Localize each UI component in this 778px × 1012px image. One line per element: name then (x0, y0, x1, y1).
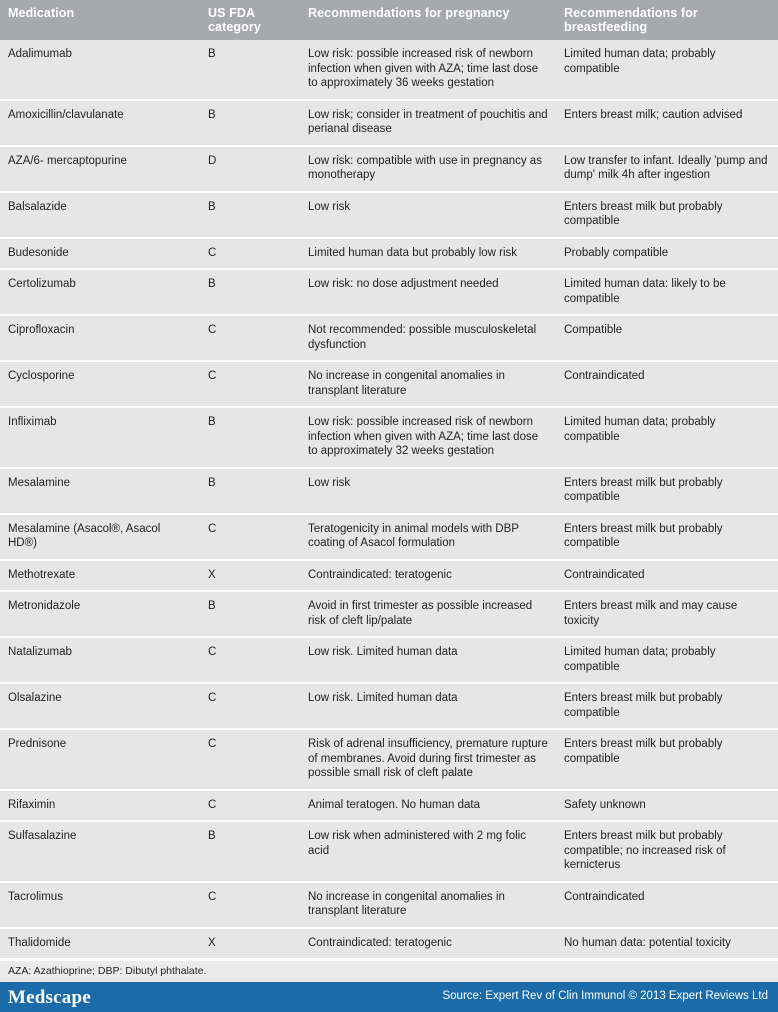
cell-pregnancy: Low risk; consider in treatment of pouchitis and perianal disease (308, 108, 548, 135)
cell-pregnancy: Risk of adrenal insufficiency, premature rupture of membranes. Avoid during first trimester as possible small risk of cleft palate (308, 738, 548, 779)
cell-breastfeeding: Enters breast milk but probably compatible (564, 738, 723, 765)
table-row (0, 270, 778, 316)
cell-fda-category: C (208, 890, 217, 903)
cell-fda-category: B (208, 416, 216, 428)
cell-pregnancy: Avoid in first trimester as possible increased risk of cleft lip/palate (308, 600, 533, 627)
table-footnote: AZA: Azathioprine; DBP: Dibutyl phthalate. (0, 960, 778, 982)
cell-breastfeeding: Compatible (564, 324, 623, 336)
cell-fda-category: D (208, 154, 217, 167)
cell-pregnancy: Low risk (308, 200, 351, 213)
table-body (0, 40, 778, 960)
cell-medication: Olsalazine (8, 692, 62, 704)
table-row (0, 515, 778, 561)
cell-medication: Infliximab (8, 416, 57, 428)
cell-medication: Adalimumab (8, 48, 72, 60)
cell-pregnancy: Contraindicated: teratogenic (308, 568, 452, 581)
cell-pregnancy: Teratogenicity in animal models with DBP coating of Asacol formulation (308, 522, 519, 549)
cell-medication: Cyclosporine (8, 370, 75, 382)
table-row (0, 362, 778, 408)
cell-fda-category: C (208, 646, 217, 658)
cell-fda-category: X (208, 568, 216, 581)
cell-fda-category: B (208, 200, 216, 213)
cell-breastfeeding: Safety unknown (564, 798, 646, 811)
column-header-us-fda-category: US FDA category (208, 6, 261, 34)
cell-fda-category: B (208, 278, 216, 290)
table-row (0, 316, 778, 362)
table-row (0, 730, 778, 791)
cell-pregnancy: Low risk when administered with 2 mg folic acid (308, 830, 526, 857)
cell-fda-category: X (208, 936, 216, 949)
cell-breastfeeding: No human data: potential toxicity (564, 936, 731, 949)
cell-medication: Mesalamine (Asacol®, Asacol HD®) (8, 522, 161, 549)
cell-breastfeeding: Limited human data; probably compatible (564, 646, 716, 673)
cell-fda-category: C (208, 246, 217, 259)
cell-medication: Metronidazole (8, 600, 81, 612)
cell-breastfeeding: Enters breast milk but probably compatible (564, 692, 723, 719)
cell-breastfeeding: Enters breast milk and may cause toxicity (564, 600, 738, 627)
cell-fda-category: C (208, 522, 217, 535)
table-row (0, 561, 778, 593)
table-row (0, 791, 778, 823)
table-row (0, 883, 778, 929)
cell-breastfeeding: Enters breast milk but probably compatible (564, 476, 723, 503)
cell-medication: Natalizumab (8, 646, 72, 658)
cell-breastfeeding: Contraindicated (564, 370, 645, 382)
cell-fda-category: C (208, 370, 217, 382)
cell-pregnancy: Low risk: possible increased risk of newborn infection when given with AZA; time last dose to approximately 32 weeks gestation (308, 416, 539, 457)
cell-fda-category: B (208, 830, 216, 842)
cell-pregnancy: No increase in congenital anomalies in transplant literature (308, 370, 505, 397)
cell-pregnancy: Low risk: possible increased risk of newborn infection when given with AZA; time last dose to approximately 36 weeks gestation (308, 48, 539, 89)
cell-breastfeeding: Contraindicated (564, 568, 645, 581)
cell-medication: Thalidomide (8, 936, 71, 949)
cell-pregnancy: Animal teratogen. No human data (308, 798, 480, 811)
cell-pregnancy: Contraindicated: teratogenic (308, 936, 452, 949)
cell-medication: Mesalamine (8, 476, 70, 489)
cell-pregnancy: Low risk: no dose adjustment needed (308, 278, 499, 290)
cell-pregnancy: Low risk. Limited human data (308, 646, 458, 658)
column-header-recommendations-breastfeeding: Recommendations for breastfeeding (564, 6, 698, 34)
cell-breastfeeding: Low transfer to infant. Ideally 'pump and dump' milk 4h after ingestion (564, 154, 768, 181)
cell-pregnancy: Low risk. Limited human data (308, 692, 458, 704)
cell-fda-category: C (208, 692, 217, 704)
table-row (0, 929, 778, 961)
cell-breastfeeding: Enters breast milk but probably compatible (564, 200, 723, 227)
table-row (0, 101, 778, 147)
cell-medication: Rifaximin (8, 798, 56, 811)
source-attribution: Source: Expert Rev of Clin Immunol © 2013 Expert Reviews Ltd (442, 990, 768, 1003)
cell-medication: Tacrolimus (8, 890, 63, 903)
cell-medication: Methotrexate (8, 568, 76, 581)
table-row (0, 193, 778, 239)
medscape-brand-bar (0, 982, 778, 1012)
cell-breastfeeding: Probably compatible (564, 246, 669, 259)
cell-medication: Balsalazide (8, 200, 67, 213)
table-row (0, 147, 778, 193)
cell-medication: Ciprofloxacin (8, 324, 75, 336)
cell-breastfeeding: Limited human data: likely to be compatible (564, 278, 726, 305)
cell-medication: Certolizumab (8, 278, 76, 290)
column-header-recommendations-pregnancy: Recommendations for pregnancy (308, 6, 510, 20)
column-header-medication: Medication (8, 6, 75, 20)
cell-breastfeeding: Contraindicated (564, 890, 645, 903)
cell-fda-category: B (208, 476, 216, 489)
table-header-row (0, 0, 778, 40)
table-row (0, 408, 778, 469)
cell-fda-category: C (208, 798, 217, 811)
medscape-logo: Medscape (8, 986, 91, 1008)
cell-medication: Sulfasalazine (8, 830, 77, 842)
cell-fda-category: B (208, 600, 216, 612)
cell-pregnancy: Limited human data but probably low risk (308, 246, 518, 259)
table-row (0, 40, 778, 101)
cell-pregnancy: Not recommended: possible musculoskeletal dysfunction (308, 324, 537, 351)
cell-medication: AZA/6- mercaptopurine (8, 154, 127, 167)
cell-pregnancy: No increase in congenital anomalies in transplant literature (308, 890, 505, 917)
cell-fda-category: B (208, 48, 216, 60)
cell-breastfeeding: Enters breast milk but probably compatible (564, 522, 723, 549)
table-row (0, 239, 778, 271)
cell-breastfeeding: Enters breast milk but probably compatible; no increased risk of kernicterus (564, 830, 726, 871)
cell-medication: Amoxicillin/clavulanate (8, 108, 124, 121)
cell-breastfeeding: Limited human data; probably compatible (564, 48, 716, 75)
cell-medication: Prednisone (8, 738, 67, 750)
cell-medication: Budesonide (8, 246, 69, 259)
cell-fda-category: B (208, 108, 216, 121)
cell-breastfeeding: Limited human data; probably compatible (564, 416, 716, 443)
cell-breastfeeding: Enters breast milk; caution advised (564, 108, 743, 121)
table-row (0, 638, 778, 684)
cell-fda-category: C (208, 324, 217, 336)
cell-pregnancy: Low risk (308, 476, 351, 489)
table-row (0, 822, 778, 883)
table-row (0, 684, 778, 730)
table-row (0, 469, 778, 515)
cell-fda-category: C (208, 738, 217, 750)
cell-pregnancy: Low risk: compatible with use in pregnancy as monotherapy (308, 154, 542, 181)
table-row (0, 592, 778, 638)
